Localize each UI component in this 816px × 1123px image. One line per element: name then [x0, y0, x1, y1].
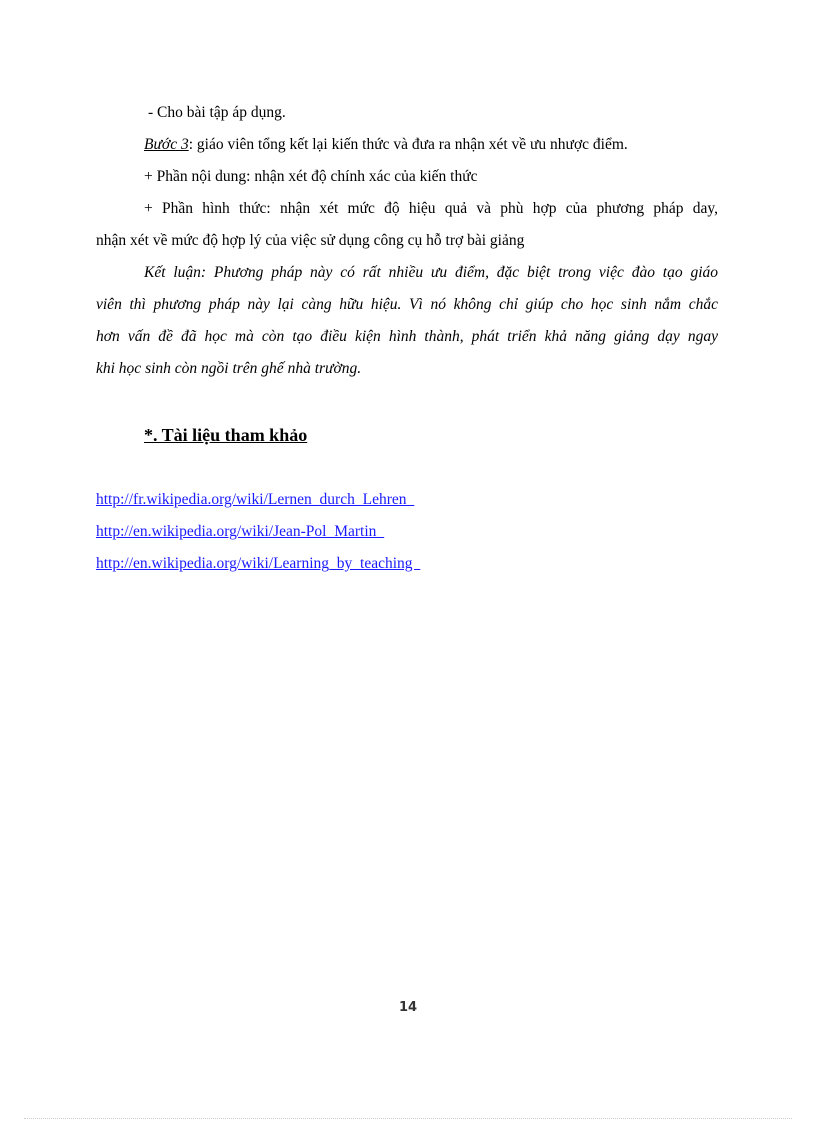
exercise-line — [148, 103, 286, 123]
content-point-text: + Phần nội dung: nhận xét độ chính xác của kiến thức — [144, 168, 478, 185]
step3-label: Bước 3 — [144, 136, 189, 153]
reference-link-lernen-durch-lehren[interactable]: http://fr.wikipedia.org/wiki/Lernen_durch_Lehren — [96, 491, 415, 508]
page-bottom-divider — [24, 1118, 792, 1119]
conclusion-text-4: khi học sinh còn ngồi trên ghế nhà trường. — [96, 360, 362, 377]
conclusion-line4 — [96, 359, 361, 379]
conclusion-text-2: viên thì phương pháp này lại càng hữu hiệu. Vì nó không chỉ giúp cho học sinh nắm chắc — [96, 296, 718, 313]
step3-text: : giáo viên tổng kết lại kiến thức và đưa ra nhận xét về ưu nhược điểm. — [188, 136, 628, 153]
form-point-line2 — [96, 231, 524, 251]
conclusion-line2 — [96, 295, 718, 315]
reference-link-learning-by-teaching[interactable]: http://en.wikipedia.org/wiki/Learning_by_teaching — [96, 555, 421, 572]
page-number: 14 — [398, 1000, 418, 1015]
conclusion-line3 — [96, 327, 718, 347]
reference-link-jean-pol-martin[interactable]: http://en.wikipedia.org/wiki/Jean-Pol_Martin — [96, 523, 385, 540]
form-point-line1 — [144, 199, 718, 219]
exercise-text: - Cho bài tập áp dụng. — [148, 104, 286, 121]
conclusion-text-3: hơn vấn đề đã học mà còn tạo điều kiện hình thành, phát triển khả năng giảng dạy ngay — [96, 328, 718, 345]
form-point-text-1: + Phần hình thức: nhận xét mức độ hiệu quả và phù hợp của phương pháp day, — [144, 200, 718, 217]
references-heading: *. Tài liệu tham khảo — [144, 425, 308, 445]
content-point — [144, 167, 478, 187]
conclusion-text-1: Kết luận: Phương pháp này có rất nhiều ưu điểm, đặc biệt trong việc đào tạo giáo — [144, 264, 718, 281]
conclusion-line1 — [144, 263, 718, 283]
form-point-text-2: nhận xét về mức độ hợp lý của việc sử dụng công cụ hỗ trợ bài giảng — [96, 232, 525, 249]
step3-line — [144, 135, 628, 155]
